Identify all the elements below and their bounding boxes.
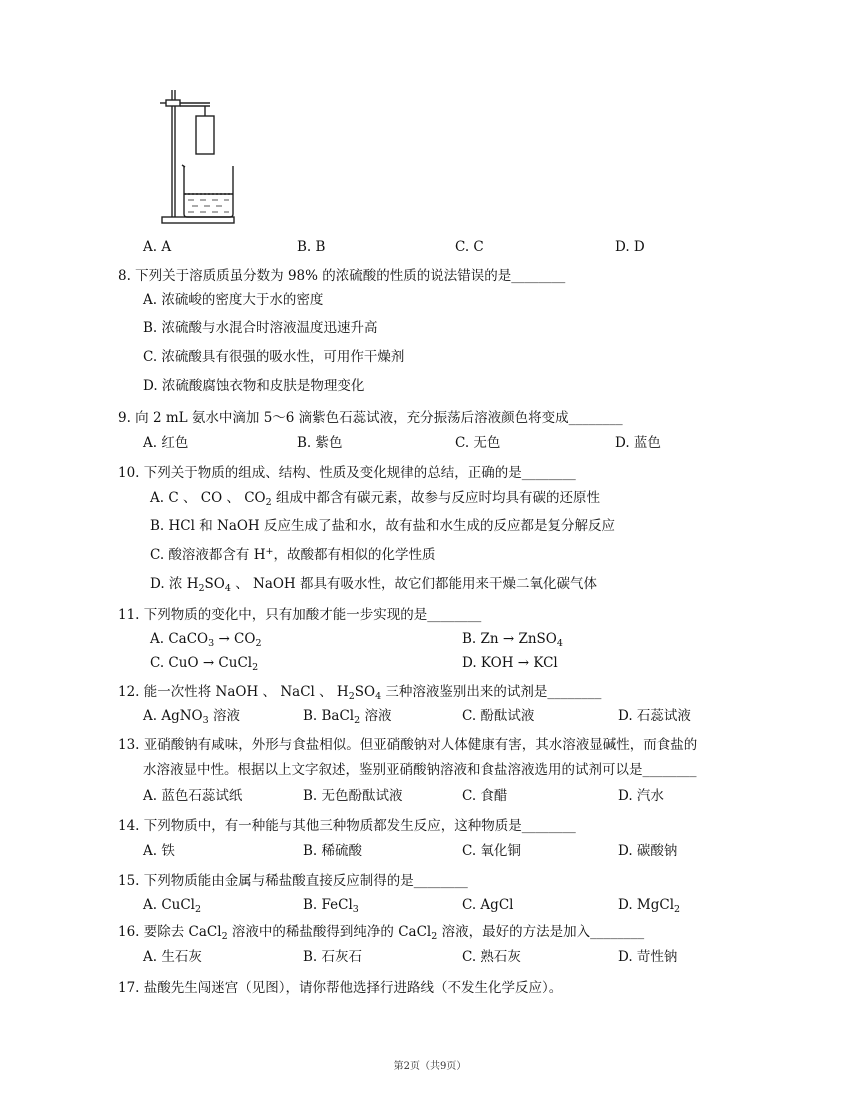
q16-option-b: B. 石灰石 <box>303 949 363 965</box>
q12-option-c: C. 酚酞试液 <box>462 708 535 724</box>
q17-stem: 17. 盐酸先生闯迷宫（见图），请你帮他选择行进路线（不发生化学反应）。 <box>118 980 563 996</box>
q14-stem: 14. 下列物质中，有一种能与其他三种物质都发生反应，这种物质是________ <box>118 818 576 834</box>
q15-option-c: C. AgCl <box>462 897 514 913</box>
q7-option-a: A. A <box>143 239 172 255</box>
q16-stem: 16. 要除去 CaCl$_2$ 溶液中的稀盐酸得到纯净的 CaCl$_2$ 溶液，最好的方法是加入________ <box>118 924 645 942</box>
q14-option-c: C. 氧化铜 <box>462 843 521 859</box>
q14-option-d: D. 碳酸钠 <box>618 843 678 859</box>
q10-option-a: A. C 、 CO 、 $CO_2$ 组成中都含有碳元素，故参与反应时均具有碳的还原性 <box>150 490 600 508</box>
q7-option-b: B. B <box>297 239 326 255</box>
q13-option-d: D. 汽水 <box>618 788 664 804</box>
q12-option-b: B. BaCl$_2$ 溶液 <box>303 708 392 726</box>
q16-option-d: D. 苛性钠 <box>618 949 678 965</box>
q14-option-b: B. 稀硫酸 <box>303 843 363 859</box>
q14-option-a: A. 铁 <box>143 843 175 859</box>
liquid-icon <box>188 200 229 212</box>
q11-option-c: C. CuO → CuCl$_2$ <box>150 655 259 673</box>
q16-option-c: C. 熟石灰 <box>462 949 521 965</box>
q10-option-d: D. 浓 $H_2SO_4$ 、 NaOH 都具有吸水性，故它们都能用来干燥二氧化碳气体 <box>150 576 597 594</box>
beaker-icon <box>182 165 233 217</box>
q12-option-a: A. AgNO$_3$ 溶液 <box>143 708 240 726</box>
q8-option-b: B. 浓硫酸与水混合时溶液温度迅速升高 <box>143 320 378 336</box>
q7-option-d: D. D <box>615 239 645 255</box>
q11-option-b: B. Zn → ZnSO$_4$ <box>462 631 563 649</box>
q11-option-d: D. KOH → KCl <box>462 655 558 671</box>
q7-option-c: C. C <box>455 239 484 255</box>
page-footer: 第2页（共9页） <box>393 1061 467 1072</box>
q15-option-b: B. FeCl$_3$ <box>303 897 359 915</box>
q12-option-d: D. 石蕊试液 <box>618 708 691 724</box>
q9-stem: 9. 向 2 mL 氨水中滴加 5～6 滴紫色石蕊试液，充分振荡后溶液颜色将变成________ <box>118 410 623 426</box>
apparatus-figure <box>158 86 240 228</box>
q13-option-b: B. 无色酚酞试液 <box>303 788 403 804</box>
q10-option-c: C. 酸溶液都含有 H+，故酸都有相似的化学性质 <box>150 546 436 563</box>
q10-option-b: B. HCl 和 NaOH 反应生成了盐和水，故有盐和水生成的反应都是复分解反应 <box>150 518 615 534</box>
q8-option-a: A. 浓硫峻的密度大于水的密度 <box>143 292 324 308</box>
q9-option-d: D. 蓝色 <box>615 435 661 451</box>
q11-option-a: A. CaCO$_3$ → $CO_2$ <box>150 631 262 649</box>
hanging-block-icon <box>196 116 214 154</box>
q13-option-a: A. 蓝色石蕊试纸 <box>143 788 243 804</box>
q13-stem-line2: 水溶液显中性。根据以上文字叙述，鉴别亚硝酸钠溶液和食盐溶液选用的试剂可以是________ <box>143 762 697 778</box>
q8-option-d: D. 浓硫酸腐蚀衣物和皮肤是物理变化 <box>143 378 365 394</box>
q9-option-c: C. 无色 <box>455 435 501 451</box>
iron-stand-icon <box>160 90 234 223</box>
q10-stem: 10. 下列关于物质的组成、结构、性质及变化规律的总结，正确的是________ <box>118 465 576 481</box>
q12-stem: 12. 能一次性将 NaOH 、 NaCl 、 $H_2SO_4$ 三种溶液鉴别出来的试剂是________ <box>118 684 602 702</box>
q13-option-c: C. 食醋 <box>462 788 508 804</box>
q9-option-b: B. 紫色 <box>297 435 343 451</box>
q15-option-d: D. MgCl$_2$ <box>618 897 681 915</box>
q11-stem: 11. 下列物质的变化中，只有加酸才能一步实现的是________ <box>118 607 482 623</box>
q15-option-a: A. CuCl$_2$ <box>143 897 202 915</box>
q13-stem-line1: 13. 亚硝酸钠有咸味，外形与食盐相似。但亚硝酸钠对人体健康有害，其水溶液显碱性，而食盐的 <box>118 737 698 753</box>
q8-option-c: C. 浓硫酸具有很强的吸水性，可用作干燥剂 <box>143 349 405 365</box>
q15-stem: 15. 下列物质能由金属与稀盐酸直接反应制得的是________ <box>118 873 468 889</box>
q8-stem: 8. 下列关于溶质质虽分数为 98% 的浓硫酸的性质的说法错误的是________ <box>118 268 566 284</box>
q16-option-a: A. 生石灰 <box>143 949 202 965</box>
q9-option-a: A. 红色 <box>143 435 189 451</box>
